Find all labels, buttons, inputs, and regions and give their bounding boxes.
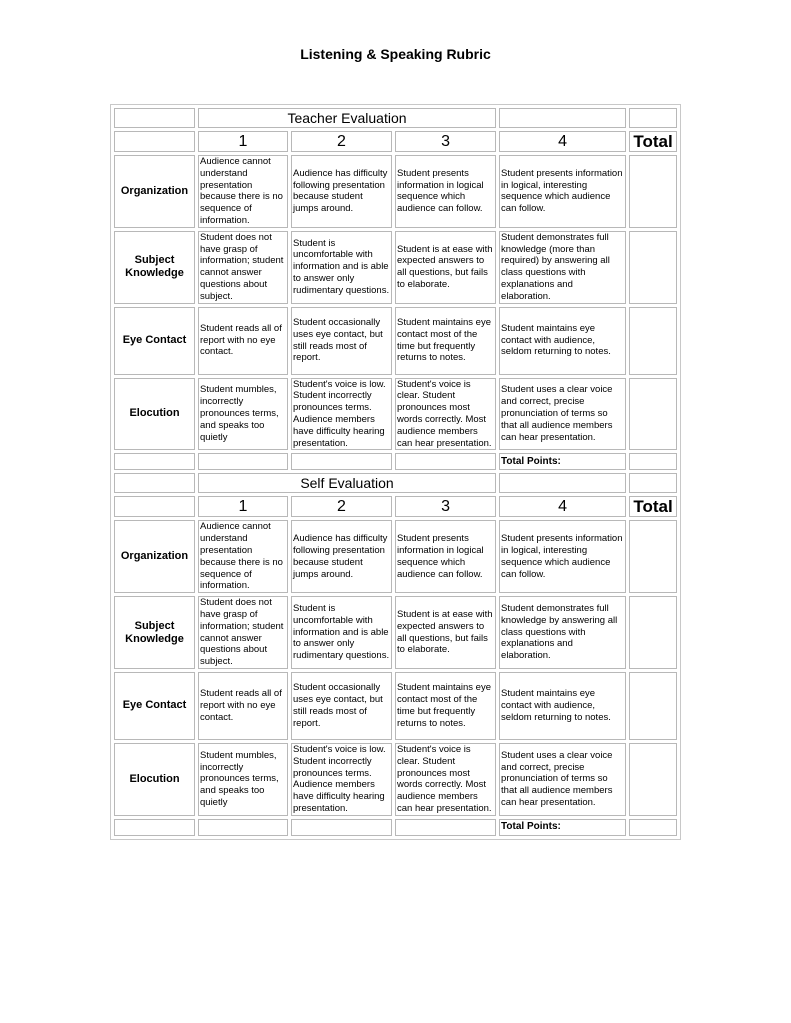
empty-cell xyxy=(198,819,288,836)
total-points-entry[interactable] xyxy=(629,453,677,470)
total-header: Total xyxy=(629,131,677,152)
total-header: Total xyxy=(629,496,677,517)
score-header: 4 xyxy=(499,131,626,152)
empty-cell xyxy=(114,453,195,470)
descriptor-cell: Audience cannot understand presentation because there is no sequence of information. xyxy=(198,155,288,228)
descriptor-cell: Student demonstrates full knowledge by answering all class questions with explanations and elaboration. xyxy=(499,596,626,669)
empty-cell xyxy=(291,819,392,836)
empty-cell xyxy=(114,108,195,128)
page-title: Listening & Speaking Rubric xyxy=(300,46,491,62)
score-entry-cell[interactable] xyxy=(629,155,677,228)
section-heading-row xyxy=(114,108,677,128)
descriptor-cell: Student uses a clear voice and correct, precise pronunciation of terms so that all audience members can hear presentation. xyxy=(499,743,626,816)
descriptor-cell: Student demonstrates full knowledge (more than required) by answering all class questions with explanations and elaboration. xyxy=(499,231,626,304)
score-entry-cell[interactable] xyxy=(629,307,677,375)
descriptor-cell: Student mumbles, incorrectly pronounces terms, and speaks too quietly xyxy=(198,743,288,816)
criteria-label: Eye Contact xyxy=(114,672,195,740)
criteria-label: Elocution xyxy=(114,743,195,816)
score-header: 1 xyxy=(198,496,288,517)
criteria-row xyxy=(114,596,677,669)
empty-cell xyxy=(395,453,496,470)
criteria-row xyxy=(114,155,677,228)
descriptor-cell: Audience cannot understand presentation because there is no sequence of information. xyxy=(198,520,288,593)
criteria-row xyxy=(114,672,677,740)
descriptor-cell: Student presents information in logical, interesting sequence which audience can follow. xyxy=(499,155,626,228)
score-header-row xyxy=(114,496,677,517)
score-header-row xyxy=(114,131,677,152)
empty-cell xyxy=(114,131,195,152)
score-entry-cell[interactable] xyxy=(629,231,677,304)
criteria-label: Organization xyxy=(114,520,195,593)
descriptor-cell: Student uses a clear voice and correct, precise pronunciation of terms so that all audience members can hear presentation. xyxy=(499,378,626,451)
descriptor-cell: Student mumbles, incorrectly pronounces terms, and speaks too quietly xyxy=(198,378,288,451)
descriptor-cell: Student maintains eye contact with audience, seldom returning to notes. xyxy=(499,672,626,740)
empty-cell xyxy=(499,108,626,128)
descriptor-cell: Student's voice is clear. Student pronounces most words correctly. Most audience members can hear presentation. xyxy=(395,378,496,451)
descriptor-cell: Student's voice is clear. Student pronounces most words correctly. Most audience members can hear presentation. xyxy=(395,743,496,816)
empty-cell xyxy=(629,473,677,493)
criteria-label: Organization xyxy=(114,155,195,228)
score-header: 1 xyxy=(198,131,288,152)
section-heading: Teacher Evaluation xyxy=(198,108,496,128)
total-points-row xyxy=(114,819,677,836)
criteria-row xyxy=(114,378,677,451)
empty-cell xyxy=(198,453,288,470)
criteria-label: Elocution xyxy=(114,378,195,451)
descriptor-cell: Student is at ease with expected answers to all questions, but fails to elaborate. xyxy=(395,596,496,669)
descriptor-cell: Student maintains eye contact with audience, seldom returning to notes. xyxy=(499,307,626,375)
score-entry-cell[interactable] xyxy=(629,520,677,593)
descriptor-cell: Student is uncomfortable with information and is able to answer only rudimentary questions. xyxy=(291,596,392,669)
score-header: 4 xyxy=(499,496,626,517)
score-entry-cell[interactable] xyxy=(629,596,677,669)
descriptor-cell: Student presents information in logical sequence which audience can follow. xyxy=(395,155,496,228)
descriptor-cell: Student's voice is low. Student incorrectly pronounces terms. Audience members have difficulty hearing presentation. xyxy=(291,743,392,816)
criteria-label: Eye Contact xyxy=(114,307,195,375)
descriptor-cell: Student does not have grasp of information; student cannot answer questions about subject. xyxy=(198,596,288,669)
empty-cell xyxy=(499,473,626,493)
descriptor-cell: Student does not have grasp of information; student cannot answer questions about subject. xyxy=(198,231,288,304)
total-points-label: Total Points: xyxy=(499,453,626,470)
descriptor-cell: Student occasionally uses eye contact, but still reads most of report. xyxy=(291,307,392,375)
descriptor-cell: Audience has difficulty following presentation because student jumps around. xyxy=(291,155,392,228)
descriptor-cell: Student maintains eye contact most of the time but frequently returns to notes. xyxy=(395,672,496,740)
criteria-row xyxy=(114,307,677,375)
total-points-row xyxy=(114,453,677,470)
score-entry-cell[interactable] xyxy=(629,743,677,816)
score-entry-cell[interactable] xyxy=(629,378,677,451)
rubric-table xyxy=(110,104,681,840)
descriptor-cell: Student is uncomfortable with information and is able to answer only rudimentary questions. xyxy=(291,231,392,304)
descriptor-cell: Student reads all of report with no eye contact. xyxy=(198,672,288,740)
score-header: 2 xyxy=(291,496,392,517)
score-header: 2 xyxy=(291,131,392,152)
score-header: 3 xyxy=(395,131,496,152)
score-header: 3 xyxy=(395,496,496,517)
descriptor-cell: Student presents information in logical, interesting sequence which audience can follow. xyxy=(499,520,626,593)
empty-cell xyxy=(114,496,195,517)
descriptor-cell: Student presents information in logical sequence which audience can follow. xyxy=(395,520,496,593)
descriptor-cell: Audience has difficulty following presentation because student jumps around. xyxy=(291,520,392,593)
descriptor-cell: Student is at ease with expected answers to all questions, but fails to elaborate. xyxy=(395,231,496,304)
criteria-row xyxy=(114,743,677,816)
section-heading-row xyxy=(114,473,677,493)
empty-cell xyxy=(629,108,677,128)
descriptor-cell: Student maintains eye contact most of the time but frequently returns to notes. xyxy=(395,307,496,375)
criteria-row xyxy=(114,520,677,593)
descriptor-cell: Student reads all of report with no eye contact. xyxy=(198,307,288,375)
descriptor-cell: Student's voice is low. Student incorrectly pronounces terms. Audience members have difficulty hearing presentation. xyxy=(291,378,392,451)
criteria-label: Subject Knowledge xyxy=(114,231,195,304)
criteria-label: Subject Knowledge xyxy=(114,596,195,669)
empty-cell xyxy=(291,453,392,470)
total-points-label: Total Points: xyxy=(499,819,626,836)
section-heading: Self Evaluation xyxy=(198,473,496,493)
empty-cell xyxy=(114,473,195,493)
score-entry-cell[interactable] xyxy=(629,672,677,740)
empty-cell xyxy=(395,819,496,836)
total-points-entry[interactable] xyxy=(629,819,677,836)
descriptor-cell: Student occasionally uses eye contact, but still reads most of report. xyxy=(291,672,392,740)
empty-cell xyxy=(114,819,195,836)
criteria-row xyxy=(114,231,677,304)
